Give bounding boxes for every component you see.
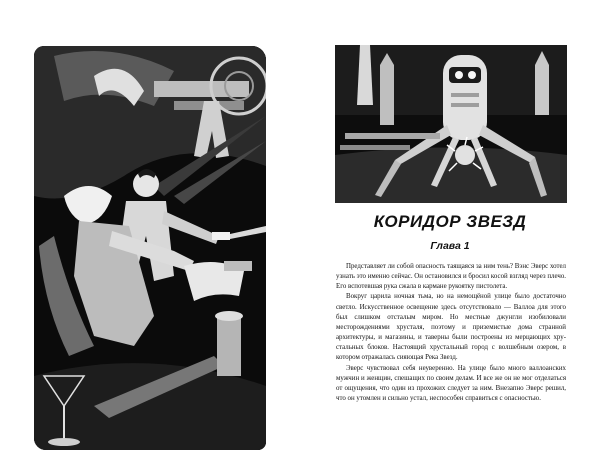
sci-fi-gunfight-illustration-icon (34, 46, 266, 450)
robot-on-spider-legs-illustration-icon (335, 45, 567, 203)
paragraph: Эверс чувствовал себя неуверенно. На улице было много валлоанских мужчин и женщин, спешащих по своим делам. И все же он не мог отделаться от ощущения, что один из прохожих следует за ним. Внезапно Эверс решил, что он утомлен и сильно устал, неспособен справиться с опасностью. (336, 364, 566, 403)
chapter-title: КОРИДОР ЗВЕЗД (373, 212, 527, 231)
robot-illustration (335, 45, 567, 203)
chapter-number: Глава 1 (430, 240, 470, 252)
gunfight-illustration (34, 46, 266, 450)
paragraph: Представляет ли собой опасность таящаяся за ним тень? Вэнс Эверс хотел узнать это именно сейчас. Он остановился и бросил косой взгляд через плечо. Его вспотевшая рука сжала в кармане рукоятку пистолета. (336, 263, 566, 291)
chapter-body (336, 262, 566, 404)
paragraph: Вокруг царила ночная тьма, но на немощёной улице было достаточно светло. Искусственное освещение здесь отсутствовало — Валлоа для этого был слишком отсталым миром. Но местные джунгли изобиловали месторождениями хрусталя, поэтому и приземистые дома странной архитектуры, и магазины, и таверны были построены из мерцающих хрустальных блоков. Настоящий хрустальный город с волшебным озером, в котором отражалась сияющая Река Звезд. (336, 293, 566, 362)
right-page (300, 0, 600, 469)
